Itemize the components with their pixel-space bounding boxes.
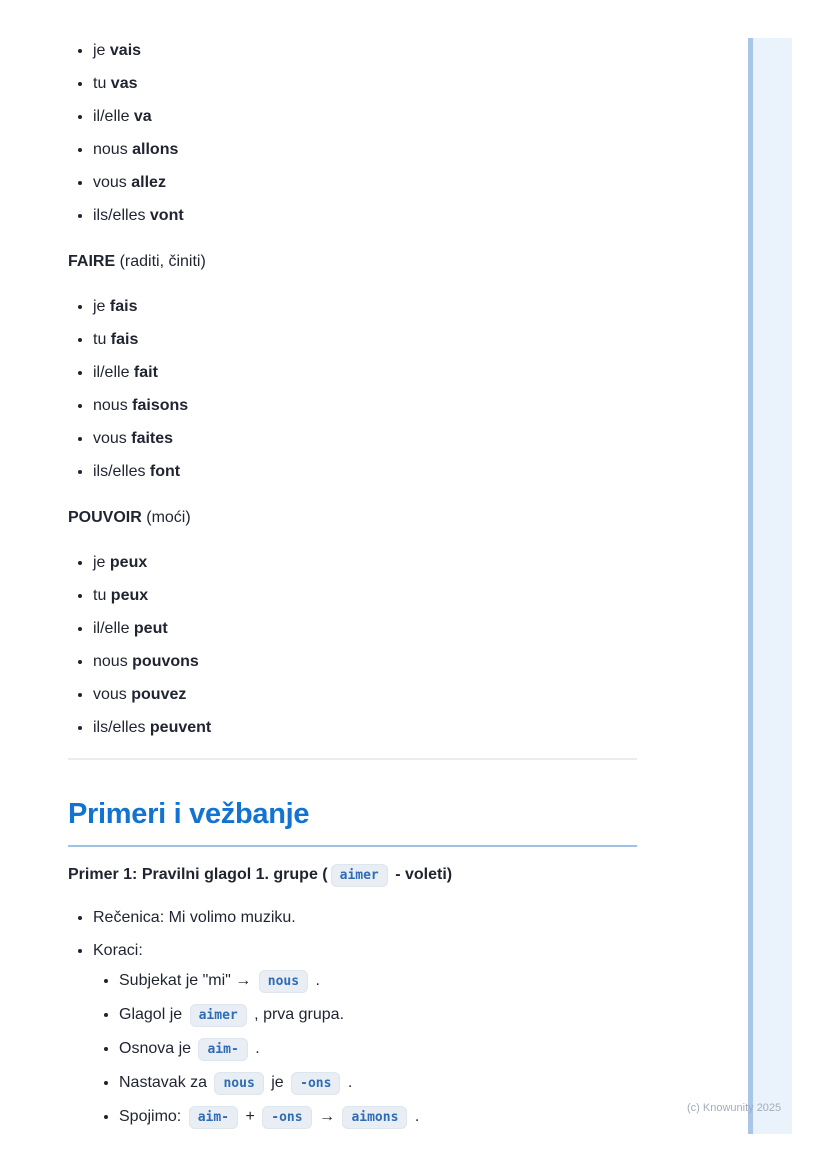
verb-form: pouvez <box>131 686 187 703</box>
step-list <box>93 968 637 1131</box>
list-item-sentence <box>93 907 637 928</box>
pronoun: je <box>93 42 110 59</box>
pronoun: je <box>93 554 110 571</box>
sentence-text: Rečenica: Mi volimo muziku. <box>93 909 296 926</box>
conjugation-item <box>93 206 637 226</box>
step-text: Osnova je <box>119 1040 196 1057</box>
pronoun: nous <box>93 653 133 670</box>
example-list <box>68 907 637 1131</box>
step-text: → <box>314 1108 340 1125</box>
list-item-steps <box>93 940 637 1131</box>
section-divider <box>68 758 637 760</box>
pronoun: vous <box>93 174 132 191</box>
conjugation-item <box>93 652 637 672</box>
step-item <box>119 1070 637 1097</box>
verb-form: peux <box>109 554 148 571</box>
verb-translation: (raditi, činiti) <box>115 253 206 270</box>
step-text: . <box>410 1108 420 1125</box>
verb-form: peux <box>110 587 149 604</box>
pronoun: vous <box>93 686 132 703</box>
verb-name: POUVOIR <box>68 509 142 526</box>
inline-code: -ons <box>291 1072 340 1095</box>
pronoun: nous <box>93 397 133 414</box>
verb-form: vont <box>149 207 184 224</box>
pronoun: ils/elles <box>93 463 150 480</box>
verb-name: FAIRE <box>68 253 116 270</box>
inline-code: aimons <box>342 1106 407 1129</box>
verb-form: vais <box>109 42 142 59</box>
conjugation-item <box>93 462 637 482</box>
example-title <box>68 862 637 889</box>
verb-form: faisons <box>132 397 189 414</box>
conjugation-item <box>93 718 637 738</box>
inline-code: aim- <box>189 1106 238 1129</box>
conjugation-item <box>93 586 637 606</box>
step-text: + <box>241 1108 260 1125</box>
conjugation-item <box>93 140 637 160</box>
verb-form: allez <box>131 174 166 191</box>
conjugation-item <box>93 363 637 383</box>
verb-form: allons <box>132 141 179 158</box>
step-text: Subjekat je "mi" → <box>119 972 256 989</box>
verb-form: fait <box>133 364 158 381</box>
example-title-text: - voleti) <box>390 866 453 883</box>
step-text: Spojimo: <box>119 1108 186 1125</box>
inline-code: nous <box>259 970 308 993</box>
step-text: , prva grupa. <box>249 1006 345 1023</box>
conjugation-item <box>93 429 637 449</box>
conjugation-item <box>93 297 637 317</box>
step-item <box>119 1002 637 1029</box>
verb-heading-pouvoir <box>68 507 637 528</box>
section-heading: Primeri i vežbanje <box>68 796 637 847</box>
verb-form: va <box>133 108 152 125</box>
verb-heading-faire <box>68 251 637 272</box>
step-item <box>119 1036 637 1063</box>
step-text: Nastavak za <box>119 1074 212 1091</box>
verb-translation: (moći) <box>141 509 191 526</box>
pronoun: vous <box>93 430 132 447</box>
page-edge-panel <box>753 38 792 1134</box>
pronoun: nous <box>93 141 133 158</box>
conjugation-item <box>93 41 637 61</box>
verb-form: pouvons <box>132 653 199 670</box>
conjugation-item <box>93 74 637 94</box>
conjugation-item <box>93 619 637 639</box>
example-title-text: Primer 1: Pravilni glagol 1. grupe ( <box>68 866 328 883</box>
step-item <box>119 968 637 995</box>
conjugation-list-faire <box>68 297 637 482</box>
step-text: Glagol je <box>119 1006 187 1023</box>
verb-form: peuvent <box>149 719 212 736</box>
conjugation-item <box>93 685 637 705</box>
document-content <box>68 0 637 1143</box>
pronoun: tu <box>93 75 111 92</box>
conjugation-item <box>93 107 637 127</box>
step-text: je <box>266 1074 289 1091</box>
inline-code: aimer <box>190 1004 247 1027</box>
conjugation-item <box>93 396 637 416</box>
footer-credit: (c) Knowunity 2025 <box>687 1102 782 1114</box>
conjugation-item <box>93 173 637 193</box>
conjugation-item <box>93 553 637 573</box>
pronoun: je <box>93 298 110 315</box>
inline-code: aim- <box>198 1038 247 1061</box>
step-text: . <box>311 972 320 989</box>
pronoun: ils/elles <box>93 719 150 736</box>
pronoun: il/elle <box>93 364 134 381</box>
inline-code: aimer <box>331 864 388 887</box>
steps-label: Koraci: <box>93 942 143 959</box>
pronoun: il/elle <box>93 108 134 125</box>
conjugation-list-aller <box>68 41 637 226</box>
verb-form: fais <box>109 298 138 315</box>
verb-form: faites <box>131 430 174 447</box>
pronoun: il/elle <box>93 620 134 637</box>
verb-form: peut <box>133 620 168 637</box>
pronoun: tu <box>93 587 111 604</box>
conjugation-list-pouvoir <box>68 553 637 738</box>
verb-form: font <box>149 463 181 480</box>
verb-form: fais <box>110 331 139 348</box>
pronoun: tu <box>93 331 111 348</box>
inline-code: -ons <box>262 1106 311 1129</box>
pronoun: ils/elles <box>93 207 150 224</box>
verb-form: vas <box>110 75 138 92</box>
step-text: . <box>343 1074 353 1091</box>
inline-code: nous <box>214 1072 263 1095</box>
conjugation-item <box>93 330 637 350</box>
step-text: . <box>250 1040 260 1057</box>
step-item <box>119 1104 637 1131</box>
